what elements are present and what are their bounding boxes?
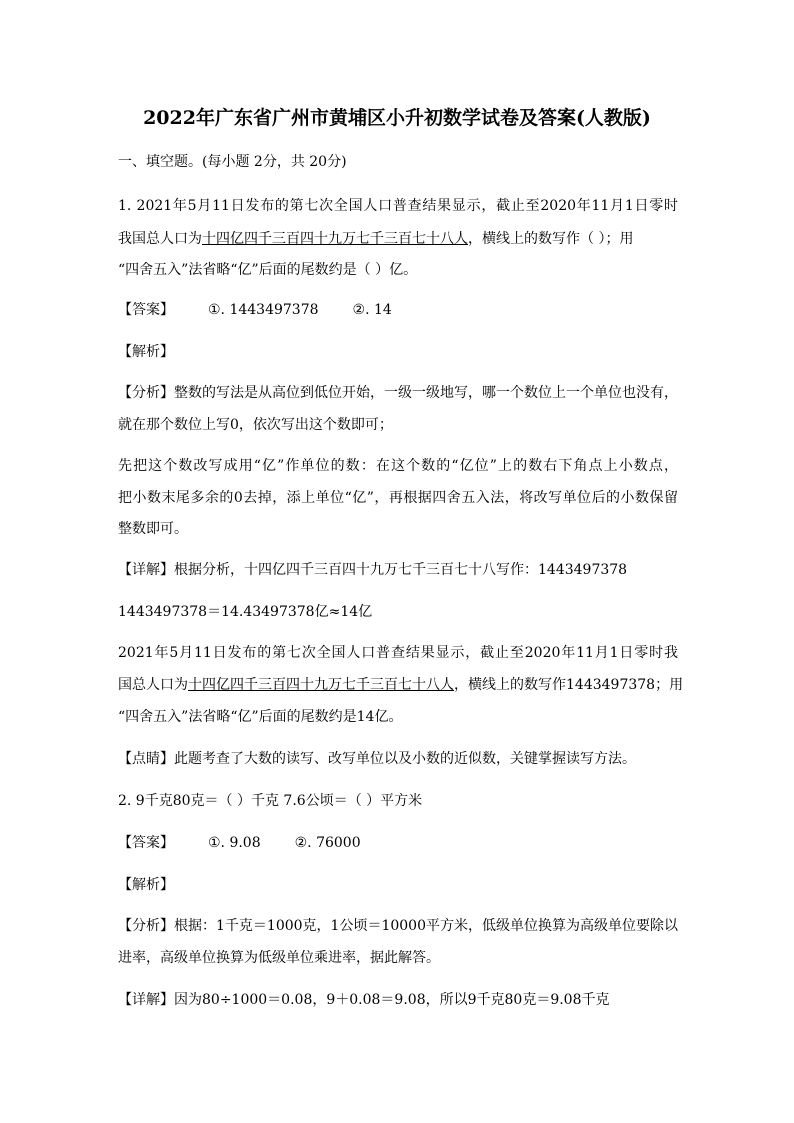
q1-detail-line1: 【详解】根据分析，十四亿四千三百四十九万七千三百七十八写作：1443497378 <box>118 562 628 578</box>
q1-text-line3: “四舍五入”法省略“亿”后面的尾数约是（ ）亿。 <box>118 262 418 278</box>
q1-text: 我国总人口为 <box>118 231 202 247</box>
q1-answer <box>118 301 678 319</box>
q1-detail-line2: 1443497378＝14.43497378亿≈14亿 <box>118 604 373 620</box>
q1-text-line1: 1. 2021年5月11日发布的第七次全国人口普查结果显示，截止至2020年11月1日零时 <box>118 198 678 214</box>
answer-1: ①. 9.08 <box>208 835 261 851</box>
q1-jiexi-label: 【解析】 <box>118 344 174 360</box>
page-title: 2022年广东省广州市黄埔区小升初数学试卷及答案(人教版) <box>143 107 651 129</box>
q1-analysis-line4: 把小数末尾多余的0去掉，添上单位“亿”，再根据四舍五入法，将改写单位后的小数保留 <box>118 490 678 506</box>
answer-label: 【答案】 <box>118 302 174 318</box>
answer-2: ②. 76000 <box>294 835 361 851</box>
q1-text: ，横线上的数写作1443497378；用 <box>454 677 684 693</box>
answer-label: 【答案】 <box>118 835 174 851</box>
q2-text: 2. 9千克80克＝（ ）千克 7.6公顷＝（ ）平方米 <box>118 793 423 809</box>
q2-answer <box>118 834 678 852</box>
q1-detail-line5: “四舍五入”法省略“亿”后面的尾数约是14亿。 <box>118 709 403 725</box>
answer-1: ①. 1443497378 <box>208 302 319 318</box>
q1-text-line2 <box>118 230 678 248</box>
q1-detail-line4 <box>118 676 684 694</box>
section-heading: 一、填空题。(每小题 2分，共 20分) <box>118 154 347 170</box>
q1-analysis-line2: 就在那个数位上写0，依次写出这个数即可； <box>118 417 393 433</box>
q1-text: 国总人口为 <box>118 677 188 693</box>
q1-text: ，横线上的数写作（ ）；用 <box>468 231 634 247</box>
q1-analysis-line3: 先把这个数改写成用“亿”作单位的数：在这个数的“亿位”上的数右下角点上小数点， <box>118 458 678 474</box>
answer-2: ②. 14 <box>352 302 392 318</box>
q2-detail-line1: 【详解】因为80÷1000＝0.08，9＋0.08＝9.08，所以9千克80克＝9.08千克 <box>118 992 610 1008</box>
q2-analysis-line2: 进率，高级单位换算为低级单位乘进率，据此解答。 <box>118 950 440 966</box>
q2-analysis-line1: 【分析】根据：1千克＝1000克，1公顷＝10000平方米，低级单位换算为高级单位要除以 <box>118 918 678 934</box>
q1-comment: 【点睛】此题考查了大数的读写、改写单位以及小数的近似数，关键掌握读写方法。 <box>118 751 636 767</box>
q1-underlined-number: 十四亿四千三百四十九万七千三百七十八人 <box>188 677 454 693</box>
q1-detail-line3: 2021年5月11日发布的第七次全国人口普查结果显示，截止至2020年11月1日零时我 <box>118 645 678 661</box>
q1-analysis-line1: 【分析】整数的写法是从高位到低位开始，一级一级地写，哪一个数位上一个单位也没有， <box>118 385 678 401</box>
q1-underlined-number: 十四亿四千三百四十九万七千三百七十八人 <box>202 231 468 247</box>
q2-jiexi-label: 【解析】 <box>118 877 174 893</box>
q1-analysis-line5: 整数即可。 <box>118 521 188 537</box>
